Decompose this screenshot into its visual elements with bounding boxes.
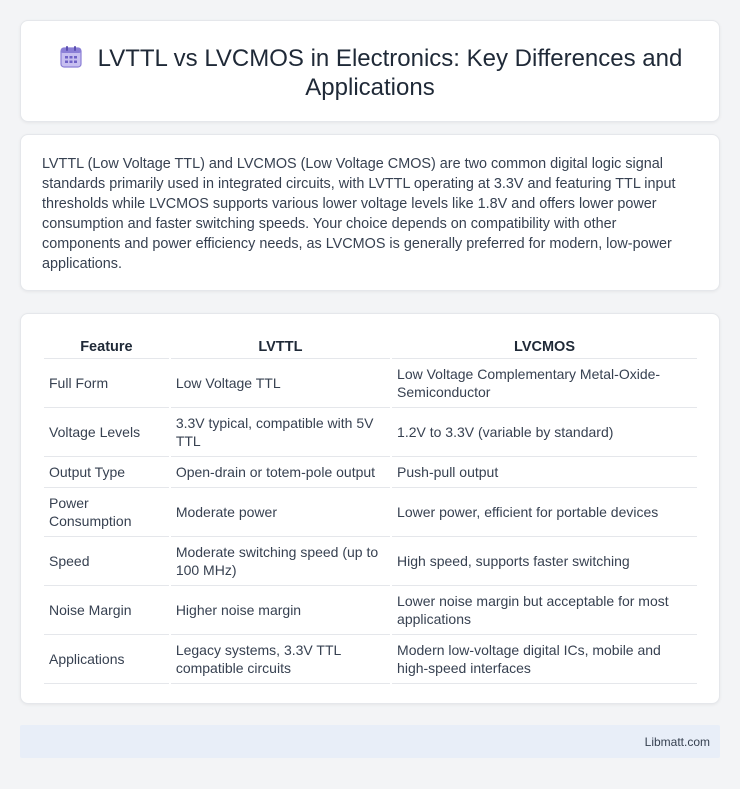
cell-lvttl: Moderate switching speed (up to 100 MHz) (171, 537, 390, 586)
cell-lvcmos: High speed, supports faster switching (392, 537, 697, 586)
comparison-table (42, 334, 699, 684)
table-row (44, 408, 697, 457)
table-header-row (44, 334, 697, 359)
cell-lvcmos: Lower power, efficient for portable devices (392, 488, 697, 537)
cell-lvcmos: Lower noise margin but acceptable for most applications (392, 586, 697, 635)
cell-feature: Full Form (44, 359, 169, 408)
cell-lvcmos: Push-pull output (392, 457, 697, 488)
cell-feature: Speed (44, 537, 169, 586)
calendar-icon (58, 45, 84, 69)
header-feature: Feature (44, 334, 169, 359)
table-row (44, 635, 697, 684)
page-title: LVTTL vs LVCMOS in Electronics: Key Differences and Applications (97, 45, 683, 101)
page-title-wrap (21, 44, 719, 102)
cell-lvttl: Moderate power (171, 488, 390, 537)
footer-bar (20, 725, 720, 758)
intro-paragraph: LVTTL (Low Voltage TTL) and LVCMOS (Low Voltage CMOS) are two common digital logic signal standards primarily used in integrated circuits, with LVTTL operating at 3.3V and featuring TTL input thresholds while LVCMOS supports various lower voltage levels like 1.8V and offers lower power consumption and faster switching speeds. Your choice depends on compatibility with other components and power efficiency needs, as LVCMOS is generally preferred for modern, low-power applications. (42, 156, 676, 272)
cell-lvcmos: Modern low-voltage digital ICs, mobile and high-speed interfaces (392, 635, 697, 684)
cell-lvttl: Higher noise margin (171, 586, 390, 635)
table-row (44, 457, 697, 488)
intro-card (20, 134, 720, 291)
cell-lvcmos: Low Voltage Complementary Metal-Oxide-Semiconductor (392, 359, 697, 408)
cell-lvttl: Open-drain or totem-pole output (171, 457, 390, 488)
cell-feature: Applications (44, 635, 169, 684)
table-row (44, 586, 697, 635)
cell-feature: Noise Margin (44, 586, 169, 635)
table-row (44, 488, 697, 537)
cell-lvttl: 3.3V typical, compatible with 5V TTL (171, 408, 390, 457)
table-row (44, 359, 697, 408)
header-lvcmos: LVCMOS (392, 334, 697, 359)
cell-feature: Voltage Levels (44, 408, 169, 457)
header-lvttl: LVTTL (171, 334, 390, 359)
cell-lvcmos: 1.2V to 3.3V (variable by standard) (392, 408, 697, 457)
cell-lvttl: Low Voltage TTL (171, 359, 390, 408)
comparison-table-card (20, 313, 720, 704)
cell-feature: Power Consumption (44, 488, 169, 537)
table-row (44, 537, 697, 586)
cell-feature: Output Type (44, 457, 169, 488)
cell-lvttl: Legacy systems, 3.3V TTL compatible circuits (171, 635, 390, 684)
title-card (20, 20, 720, 122)
footer-brand-link[interactable]: Libmatt.com (644, 735, 710, 749)
